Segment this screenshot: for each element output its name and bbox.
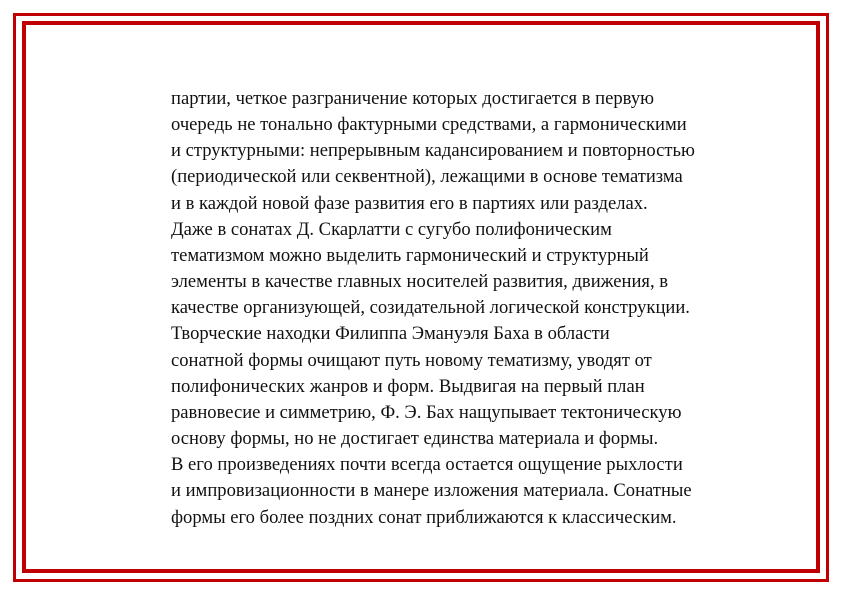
text-line: Творческие находки Филиппа Эмануэля Баха в области	[171, 323, 610, 345]
text-line: равновесие и симметрию, Ф. Э. Бах нащупывает тектоническую	[171, 401, 682, 423]
text-line: основу формы, но не достигает единства материала и формы.	[171, 428, 659, 450]
text-line: В его произведениях почти всегда остается ощущение рыхлости	[171, 454, 683, 476]
text-line: формы его более поздних сонат приближаются к классическим.	[171, 506, 677, 528]
text-line: полифонических жанров и форм. Выдвигая на первый план	[171, 375, 645, 397]
text-line: партии, четкое разграничение которых достигается в первую	[171, 88, 655, 109]
text-line: элементы в качестве главных носителей развития, движения, в	[171, 271, 669, 293]
body-text	[171, 86, 791, 531]
text-line: и структурными: непрерывным кадансированием и повторностью	[171, 140, 695, 162]
text-line: тематизмом можно выделить гармонический и структурный	[171, 244, 649, 266]
text-line: Даже в сонатах Д. Скарлатти с сугубо полифоническим	[171, 218, 612, 240]
text-line: и в каждой новой фазе развития его в партиях или разделах.	[171, 192, 648, 214]
text-line: (периодической или секвентной), лежащими в основе тематизма	[171, 166, 683, 188]
text-line: сонатной формы очищают путь новому тематизму, уводят от	[171, 349, 652, 371]
text-line: и импровизационности в манере изложения материала. Сонатные	[171, 480, 692, 502]
text-line: качестве организующей, созидательной логической конструкции.	[171, 297, 690, 319]
text-line: очередь не тонально фактурными средствами, а гармоническими	[171, 114, 687, 136]
